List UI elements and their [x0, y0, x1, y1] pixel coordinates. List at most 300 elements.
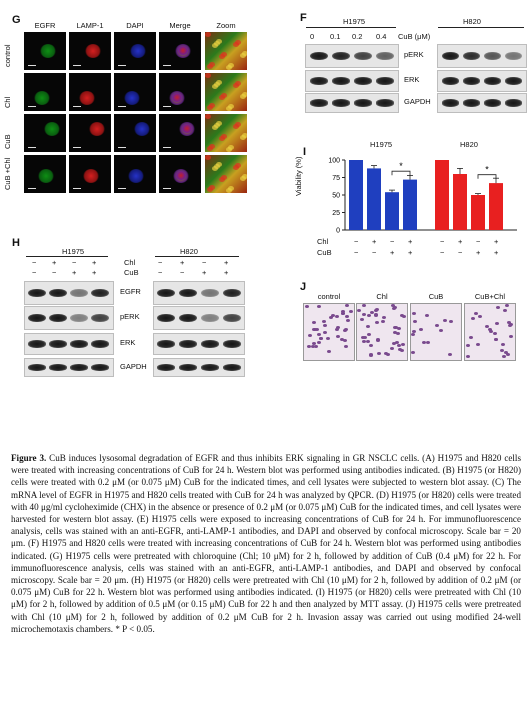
panel-i-h1975-label: H1975: [370, 140, 393, 149]
invasive-cell: [319, 337, 323, 340]
zoom-speck: [228, 145, 234, 150]
invasive-cell: [502, 355, 506, 358]
blot-band: [28, 340, 46, 348]
invasive-cell: [493, 332, 497, 335]
invasive-cell: [398, 348, 402, 351]
caption-line: for western blot assay. (E) H1975 cells were exposed to increasing concentrations of CuB for 24 h.: [49, 514, 426, 525]
panel-f-conc-label: CuB (μM): [398, 32, 431, 41]
invasive-cell: [346, 319, 350, 322]
blot-band: [70, 314, 88, 323]
zoom-speck: [209, 62, 215, 67]
invasive-cell: [340, 338, 344, 341]
blot-band: [223, 289, 241, 298]
merge-overlay: [182, 124, 192, 133]
merge-overlay: [176, 171, 186, 180]
invasive-cell: [345, 304, 349, 307]
cell-signal: [85, 44, 101, 58]
panel-i-cub-sign: +: [494, 248, 499, 257]
invasive-cell: [384, 352, 388, 355]
invasive-cell: [393, 331, 397, 334]
blot-band: [28, 364, 46, 371]
panel-f-h820-blot-gapdh: [437, 93, 527, 113]
panel-i-chl-row-label: Chl: [317, 237, 329, 246]
panel-g-row-cub-chl: CuB +Chl: [3, 157, 12, 190]
caption-line: by MTT assay. (J) H1975 cells were pretreated with Chl (10 μM) for 2 h, followed by addition of: [11, 599, 522, 622]
invasive-cell: [426, 341, 430, 344]
caption-line: DAPI and observed by confocal microscopy. Scale bar = 20 μm. (F) H1975 and H820 cells were treated: [11, 526, 521, 549]
invasive-cell: [443, 319, 447, 322]
invasive-cell: [496, 306, 500, 309]
panel-h-chl-sign: +: [92, 258, 97, 267]
zoom-speck: [242, 92, 247, 97]
bar-h820-3: [489, 183, 503, 230]
panel-f-h1975-blot-perk: [305, 44, 399, 68]
panel-i-h820-label: H820: [460, 140, 478, 149]
invasive-cell: [397, 344, 401, 347]
blot-band: [201, 364, 219, 371]
panel-h-h820-blot-gapdh: [153, 358, 245, 377]
zoom-speck: [209, 103, 215, 108]
invasive-cell: [323, 324, 327, 327]
invasive-cell: [466, 355, 470, 358]
panel-g-col-merge: Merge: [169, 21, 191, 30]
caption-line: 0.2 μM CuB for 2 h. Invasion assay was carried out using modified 24-well microchemotaxis chambers.: [11, 611, 521, 634]
bar-h1975-0: [349, 160, 363, 230]
invasive-cell: [366, 340, 370, 343]
invasive-cell: [474, 312, 478, 315]
invasive-cell: [327, 350, 331, 353]
panel-i-chl-sign: −: [476, 237, 481, 246]
bar-h820-1: [453, 174, 467, 230]
invasive-cell: [503, 309, 507, 312]
panel-i-cub-sign: −: [458, 248, 463, 257]
bar-h820-0: [435, 160, 449, 230]
panel-j-label: J: [300, 281, 307, 293]
scale-bar: [73, 188, 81, 189]
blot-band: [505, 99, 522, 106]
blot-band: [442, 77, 459, 85]
blot-band: [28, 289, 46, 298]
invasive-cell: [313, 328, 317, 331]
merge-overlay: [178, 46, 188, 55]
panel-f-blot-label-erk: ERK: [404, 75, 420, 84]
blot-band: [49, 340, 67, 348]
panel-h-blot-label-gapdh: GAPDH: [120, 361, 147, 371]
invasive-cell: [381, 320, 385, 323]
panel-g-label: G: [12, 14, 21, 26]
invasive-cell: [323, 331, 327, 334]
scale-bar: [73, 106, 81, 107]
scale-bar: [163, 188, 171, 189]
invasive-cell: [370, 311, 374, 314]
panel-i-chl-sign: −: [390, 237, 395, 246]
panel-g-row-chl: Chl: [3, 96, 12, 108]
zoom-speck: [205, 114, 211, 119]
invasive-cell: [377, 352, 381, 355]
panel-i-cub-sign: +: [476, 248, 481, 257]
zoom-speck: [205, 73, 211, 78]
blot-band: [376, 99, 394, 106]
invasive-cell: [466, 344, 470, 347]
zoom-speck: [242, 133, 247, 138]
zoom-speck: [221, 93, 227, 98]
blot-band: [70, 340, 88, 348]
blot-band: [49, 314, 67, 323]
blot-band: [157, 314, 175, 323]
invasive-cell: [439, 329, 443, 332]
cell-signal: [34, 91, 50, 105]
panel-i-chl-sign: +: [494, 237, 499, 246]
blot-band: [354, 77, 372, 85]
zoom-speck: [221, 175, 227, 180]
panel-f-h1975-conc-3: 0.4: [376, 32, 387, 41]
zoom-speck: [216, 80, 222, 85]
blot-band: [376, 77, 394, 85]
blot-band: [484, 99, 501, 106]
y-tick-label: 25: [332, 210, 340, 217]
blot-band: [91, 340, 109, 348]
panel-h-h820-blot-egfr: [153, 281, 245, 305]
micrograph-r2-c5: [205, 73, 247, 111]
panel-h-chl-sign: −: [158, 258, 163, 267]
scale-bar: [28, 147, 36, 148]
invasive-cell: [376, 339, 380, 342]
caption-figure-label: Figure 3.: [11, 453, 47, 463]
panel-g-col-zoom: Zoom: [216, 21, 236, 30]
blot-band: [332, 52, 350, 61]
blot-band: [463, 52, 480, 61]
caption-line: with Chl (10 μM) for 2 h, followed by addition of 0.5 μM (or 0.15 μM) CuB for 22 h and then analyzed: [11, 587, 521, 610]
blot-band: [70, 364, 88, 371]
micrograph-r4-c2: [69, 155, 111, 193]
panel-i-chl-sign: +: [458, 237, 463, 246]
scale-bar: [118, 147, 126, 148]
blot-band: [179, 364, 197, 371]
y-tick-label: 75: [332, 175, 340, 182]
caption-line: For immunofluorescence analysis, cells was stained with an anti-EGFR, anti-LAMP-1 antibodies, and: [11, 514, 521, 537]
invasive-cell: [419, 328, 423, 331]
invasive-cell: [362, 313, 366, 316]
invasive-cell: [308, 334, 312, 337]
caption-line: CuB induces lysosomal degradation of EGFR and thus inhibits ERK signaling in GR NSCLC: [49, 453, 398, 463]
zoom-speck: [228, 104, 234, 109]
panel-h-h820-blot-erk: [153, 333, 245, 355]
invasive-cell: [478, 315, 482, 318]
merge-overlay: [172, 93, 182, 102]
zoom-speck: [221, 134, 227, 139]
invasive-cell: [505, 304, 509, 307]
panel-j-label-cub: CuB: [428, 292, 444, 301]
invasive-cell: [375, 321, 379, 324]
invasive-cell: [494, 338, 498, 341]
panel-h-chl-sign: −: [32, 258, 37, 267]
invasive-cell: [336, 326, 340, 329]
blot-band: [442, 52, 459, 61]
panel-f-h1975-blot-gapdh: [305, 93, 399, 113]
invasive-cell: [504, 351, 508, 354]
panel-h-h1975-blot-egfr: [24, 281, 114, 305]
invasive-cell: [322, 320, 326, 323]
panel-f-h1975-blot-erk: [305, 70, 399, 92]
invasive-cell: [341, 312, 345, 315]
invasive-cell: [375, 308, 379, 311]
blot-band: [157, 340, 175, 348]
invasive-cell: [401, 343, 405, 346]
zoom-speck: [216, 162, 222, 167]
micrograph-r3-c5: [205, 114, 247, 152]
zoom-speck: [242, 51, 247, 56]
invasive-cell: [326, 337, 330, 340]
y-tick-label: 50: [332, 192, 340, 200]
panel-f-h820-line: [438, 27, 524, 28]
significance-star: *: [399, 161, 403, 172]
caption-line: QPCR. (D) H1975 (or H820) cells were treated with 40 μg/ml cycloheximide (CHX) in the absence: [11, 489, 521, 512]
scale-bar: [118, 188, 126, 189]
panel-h-h1975-blot-perk: [24, 306, 114, 330]
scale-bar: [73, 65, 81, 66]
panel-h-h1975-line: [26, 256, 108, 257]
invasive-cell: [495, 322, 499, 325]
scale-bar: [163, 147, 171, 148]
blot-band: [28, 314, 46, 323]
invasive-cell: [485, 325, 489, 328]
cell-signal: [83, 169, 99, 183]
panel-h-cub-sign: +: [224, 268, 229, 277]
invasive-cell: [411, 351, 415, 354]
panel-h-chl-sign: −: [72, 258, 77, 267]
panel-f-blot-label-gapdh: GAPDH: [404, 97, 431, 106]
caption-line: (or 0.075 μM) CuB for the indicated times, and cell lysates were subjected to western blot assay.: [127, 477, 490, 488]
panel-i-cub-sign: +: [408, 248, 413, 257]
blot-band: [484, 77, 501, 85]
blot-band: [310, 77, 328, 85]
panel-f-h1975-label: H1975: [343, 17, 366, 26]
caption-line: with increasing concentrations of CuB for 24 h. Western blot was performed using antibodies indicated.: [11, 538, 521, 561]
invasive-cell: [344, 345, 348, 348]
panel-h-blot-label-erk: ERK: [120, 338, 136, 347]
scale-bar: [73, 147, 81, 148]
panel-f-h820-blot-erk: [437, 70, 527, 92]
blot-band: [91, 289, 109, 298]
panel-h-blot-label-perk: pERK: [120, 312, 140, 321]
panel-j-label-control: control: [317, 292, 341, 301]
blot-band: [332, 77, 350, 85]
panel-h-h1975-label: H1975: [62, 247, 85, 256]
invasive-cell: [392, 342, 396, 345]
invasive-cell: [317, 333, 321, 336]
zoom-speck: [228, 63, 234, 68]
invasion-image-3: [410, 303, 462, 361]
scale-bar: [118, 106, 126, 107]
panel-f-h1975-line: [306, 27, 396, 28]
invasive-cell: [402, 315, 406, 318]
zoom-speck: [216, 121, 222, 126]
invasive-cell: [335, 315, 339, 318]
invasive-cell: [500, 349, 504, 352]
blot-band: [91, 314, 109, 323]
caption-line: * P < 0.05.: [115, 623, 155, 634]
panel-g-col-dapi: DAPI: [126, 21, 144, 30]
caption-line: cells were pretreated with Chl (10 μM) for 2 h, followed by addition of 0.2 μM (or 0.075 μM) CuB for: [11, 575, 521, 598]
panel-i-cub-sign: +: [390, 248, 395, 257]
zoom-speck: [235, 122, 241, 127]
panel-f-h820-blot-perk: [437, 44, 527, 68]
panel-i-chl-sign: +: [372, 237, 377, 246]
invasive-cell: [366, 325, 370, 328]
scale-bar: [28, 106, 36, 107]
micrograph-r3-c2: [69, 114, 111, 152]
invasive-cell: [501, 343, 505, 346]
invasive-cell: [392, 307, 396, 310]
invasive-cell: [349, 310, 353, 313]
micrograph-r3-c1: [24, 114, 66, 152]
blot-band: [223, 314, 241, 323]
micrograph-r1-c3: [114, 32, 156, 70]
invasive-cell: [382, 316, 386, 319]
panel-g-col-egfr: EGFR: [34, 21, 56, 30]
panel-h-cub-label: CuB: [124, 268, 139, 277]
blot-band: [354, 52, 372, 61]
blot-band: [49, 364, 67, 371]
panel-h-chl-sign: +: [180, 258, 185, 267]
caption-line: 22 h. Western blot was performed using antibodies indicated. (I) H1975 (or H820) cells were pretreated: [86, 587, 472, 598]
panel-j-label-cub-chl: CuB+Chl: [474, 292, 506, 301]
invasive-cell: [317, 341, 321, 344]
caption-line: blot was performed using antibodies indicated. (B) H1975 (or H820) cells were treated with 0.2 μM: [11, 465, 521, 488]
scale-bar: [28, 188, 36, 189]
invasive-cell: [367, 333, 371, 336]
panel-i-chl-sign: +: [408, 237, 413, 246]
blot-band: [484, 52, 501, 61]
blot-band: [179, 314, 197, 323]
panel-h-blot-label-egfr: EGFR: [120, 287, 141, 296]
panel-g-row-control: control: [3, 44, 12, 67]
panel-h-h820-line: [155, 256, 239, 257]
micrograph-r3-c3: [114, 114, 156, 152]
micrograph-r1-c1: [24, 32, 66, 70]
invasive-cell: [507, 321, 511, 324]
caption-line: (G) H1975 cells were pretreated with chloroquine (Chl; 10 μM) for 2 h, followed by addition of CuB: [49, 550, 433, 561]
blot-band: [157, 289, 175, 298]
panel-f-h1975-conc-2: 0.2: [352, 32, 363, 41]
scale-bar: [118, 65, 126, 66]
invasive-cell: [390, 347, 394, 350]
panel-h-cub-sign: −: [52, 268, 57, 277]
zoom-speck: [216, 39, 222, 44]
invasive-cell: [357, 309, 361, 312]
micrograph-r4-c5: [205, 155, 247, 193]
invasive-cell: [509, 335, 513, 338]
invasive-cell: [425, 314, 429, 317]
cell-signal: [130, 44, 146, 58]
blot-band: [201, 340, 219, 348]
micrograph-r2-c1: [24, 73, 66, 111]
caption-line: (0.4 μM) for 22 h. For immunofluorescence analysis, cells was stained with an anti-EGFR, anti-LAMP-1: [11, 550, 521, 573]
panel-i-cub-sign: −: [354, 248, 359, 257]
invasive-cell: [469, 336, 473, 339]
micrograph-r4-c3: [114, 155, 156, 193]
cell-signal: [79, 91, 95, 105]
micrograph-r1-c2: [69, 32, 111, 70]
invasive-cell: [305, 305, 309, 308]
panel-i-ylabel: Viability (%): [294, 156, 303, 196]
invasive-cell: [489, 330, 493, 333]
cell-signal: [40, 44, 56, 58]
caption-line: or presence of 0.2 μM (or 0.075 μM) CuB for the indicated times, and cell lysates were harvested: [11, 501, 521, 525]
invasive-cell: [449, 320, 453, 323]
micrograph-r2-c4: [159, 73, 201, 111]
cell-signal: [89, 122, 105, 136]
invasive-cell: [312, 321, 316, 324]
micrograph-r2-c2: [69, 73, 111, 111]
panel-h-cub-sign: −: [32, 268, 37, 277]
blot-band: [310, 99, 328, 106]
cell-signal: [44, 122, 60, 136]
blot-band: [310, 52, 328, 61]
panel-i-cub-row-label: CuB: [317, 248, 332, 257]
blot-band: [179, 289, 197, 298]
micrograph-r1-c4: [159, 32, 201, 70]
blot-band: [91, 364, 109, 371]
micrograph-r3-c4: [159, 114, 201, 152]
zoom-speck: [209, 185, 215, 190]
caption-line: (C) The mRNA level of EGFR in H1975 and H820 cells treated with CuB for 24 h was analyzed by: [11, 477, 521, 500]
micrograph-r2-c3: [114, 73, 156, 111]
caption-line: antibodies, and DAPI and observed by confocal microscopy. Scale bar = 20 μm. (H) H1975 (or H820): [11, 562, 521, 586]
blot-band: [505, 52, 522, 61]
panel-h-chl-sign: +: [224, 258, 229, 267]
y-tick-label: 100: [328, 157, 340, 165]
micrograph-r4-c4: [159, 155, 201, 193]
cell-signal: [128, 169, 144, 183]
bar-h1975-1: [367, 168, 381, 230]
invasive-cell: [412, 312, 416, 315]
invasion-image-2: [356, 303, 408, 361]
panel-g-row-cub: CuB: [3, 134, 12, 149]
invasive-cell: [345, 315, 349, 318]
panel-h-chl-sign: −: [202, 258, 207, 267]
invasive-cell: [369, 353, 373, 356]
zoom-speck: [209, 144, 215, 149]
invasive-cell: [344, 328, 348, 331]
zoom-speck: [221, 52, 227, 57]
invasive-cell: [476, 343, 480, 346]
panel-h-h1975-blot-erk: [24, 333, 114, 355]
caption-line: cells. (A) H1975 and H820 cells were treated with increasing concentrations of CuB for 24 h. Western: [11, 453, 521, 476]
panel-h-chl-label: Chl: [124, 258, 136, 267]
panel-f-blot-label-perk: pERK: [404, 50, 424, 59]
invasive-cell: [393, 326, 397, 329]
panel-h-cub-sign: +: [202, 268, 207, 277]
significance-star: *: [485, 164, 489, 175]
micrograph-r4-c1: [24, 155, 66, 193]
blot-band: [463, 99, 480, 106]
micrograph-r1-c5: [205, 32, 247, 70]
panel-g-col-lamp-1: LAMP-1: [76, 21, 104, 30]
panel-f-h1975-conc-0: 0: [310, 32, 315, 41]
panel-h-cub-sign: +: [92, 268, 97, 277]
invasive-cell: [448, 353, 452, 356]
blot-band: [179, 340, 197, 348]
invasive-cell: [369, 344, 373, 347]
panel-h-label: H: [12, 237, 20, 249]
panel-i-cub-sign: −: [440, 248, 445, 257]
panel-h-chl-sign: +: [52, 258, 57, 267]
zoom-speck: [235, 81, 241, 86]
scale-bar: [28, 65, 36, 66]
panel-f-label: F: [300, 12, 307, 24]
panel-h-cub-sign: −: [158, 268, 163, 277]
